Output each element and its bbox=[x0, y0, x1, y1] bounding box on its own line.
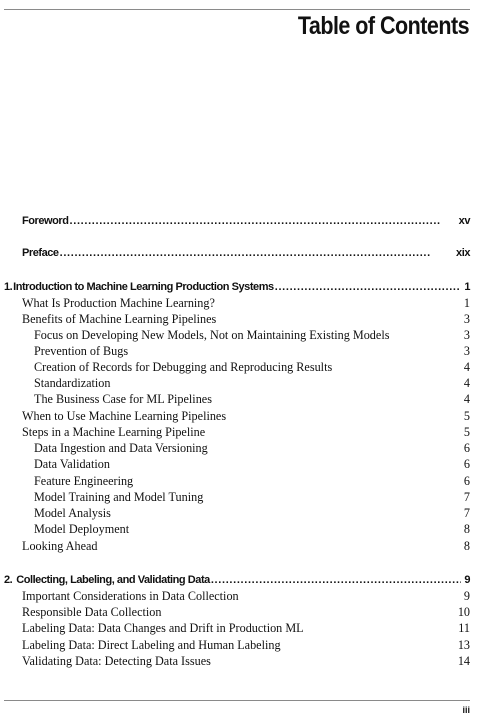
toc-entry-page: 5 bbox=[463, 409, 470, 423]
toc-entry-page: 4 bbox=[463, 376, 470, 390]
toc-entry-title: Labeling Data: Direct Labeling and Human Labeling bbox=[22, 638, 281, 652]
toc-entry-title: Responsible Data Collection bbox=[22, 605, 162, 619]
toc-entry-title: Data Ingestion and Data Versioning bbox=[34, 441, 208, 455]
toc-entry-title: Feature Engineering bbox=[34, 474, 134, 488]
toc-entry-page: 1 bbox=[463, 296, 470, 310]
toc-entry[interactable] bbox=[4, 637, 470, 653]
toc-entry-page: 8 bbox=[463, 539, 470, 553]
toc-entry[interactable] bbox=[4, 343, 470, 359]
toc-entry[interactable] bbox=[4, 538, 470, 554]
toc-entry-page: 6 bbox=[463, 457, 470, 471]
toc-entry-title: Data Validation bbox=[34, 457, 110, 471]
bottom-rule bbox=[4, 700, 470, 701]
toc-entry-title: Standardization bbox=[34, 376, 111, 390]
toc-entry-page: 9 bbox=[464, 574, 470, 586]
toc-entry-title: Prevention of Bugs bbox=[34, 344, 129, 358]
chapter-number: 1. bbox=[4, 281, 13, 293]
toc-entry-title: What Is Production Machine Learning? bbox=[22, 296, 215, 310]
toc-entry-page: xv bbox=[458, 215, 470, 227]
toc-entry[interactable] bbox=[4, 521, 470, 537]
toc-entry-page: 4 bbox=[463, 360, 470, 374]
toc-entry-title: Looking Ahead bbox=[22, 539, 98, 553]
toc-entry-page: 6 bbox=[463, 474, 470, 488]
toc-entry[interactable] bbox=[4, 213, 470, 229]
toc-entry[interactable] bbox=[4, 359, 470, 375]
toc-entry-title: Preface bbox=[22, 247, 59, 259]
toc-entry-page: 8 bbox=[463, 522, 470, 536]
toc-entry-title: Focus on Developing New Models, Not on Maintaining Existing Models bbox=[34, 328, 390, 342]
toc-entry-title: Collecting, Labeling, and Validating Data bbox=[16, 574, 210, 586]
toc-entry-title: The Business Case for ML Pipelines bbox=[34, 392, 212, 406]
toc-entry-page: 6 bbox=[463, 441, 470, 455]
toc-entry-title: Benefits of Machine Learning Pipelines bbox=[22, 312, 217, 326]
chapter-number: 2. bbox=[4, 574, 13, 586]
toc-entry-page: 4 bbox=[463, 392, 470, 406]
toc-entry-page: 1 bbox=[464, 281, 470, 293]
toc-entry-title: Model Deployment bbox=[34, 522, 130, 536]
toc-entry-page: 3 bbox=[463, 312, 470, 326]
dot-leader bbox=[211, 572, 461, 588]
toc-entry[interactable] bbox=[4, 295, 470, 311]
toc-entry-title: Labeling Data: Data Changes and Drift in Production ML bbox=[22, 621, 304, 635]
dot-leader bbox=[60, 245, 453, 261]
toc-entry[interactable] bbox=[4, 279, 470, 295]
toc-entry-title: Model Training and Model Tuning bbox=[34, 490, 204, 504]
toc-entry-page: 13 bbox=[457, 638, 470, 652]
toc-entry[interactable] bbox=[4, 572, 470, 588]
toc-entry-title: When to Use Machine Learning Pipelines bbox=[22, 409, 227, 423]
toc-entry-page: 3 bbox=[463, 328, 470, 342]
toc-entry-page: xix bbox=[456, 247, 470, 259]
toc-entry-page: 7 bbox=[463, 506, 470, 520]
dot-leader bbox=[275, 279, 462, 295]
toc-entry[interactable] bbox=[4, 391, 470, 407]
dot-leader bbox=[70, 213, 456, 229]
toc-entry[interactable] bbox=[4, 489, 470, 505]
toc-entry-title: Foreword bbox=[22, 215, 69, 227]
toc-entry[interactable] bbox=[4, 473, 470, 489]
toc-entry-page: 10 bbox=[457, 605, 470, 619]
toc-entry[interactable] bbox=[4, 424, 470, 440]
toc-entry-page: 3 bbox=[463, 344, 470, 358]
toc-entry-title: Validating Data: Detecting Data Issues bbox=[22, 654, 211, 668]
toc-entry-title: Model Analysis bbox=[34, 506, 111, 520]
toc-entry-title: Creation of Records for Debugging and Reproducing Results bbox=[34, 360, 333, 374]
toc-entry[interactable] bbox=[4, 440, 470, 456]
toc-entry-title: Important Considerations in Data Collection bbox=[22, 589, 239, 603]
toc-entry[interactable] bbox=[4, 245, 470, 261]
toc-entry[interactable] bbox=[4, 620, 470, 636]
toc-entry[interactable] bbox=[4, 408, 470, 424]
toc-entry-page: 9 bbox=[463, 589, 470, 603]
toc-entry-page: 11 bbox=[458, 621, 470, 635]
toc-entry[interactable] bbox=[4, 588, 470, 604]
toc-entry[interactable] bbox=[4, 505, 470, 521]
toc-entry[interactable] bbox=[4, 311, 470, 327]
toc-entry[interactable] bbox=[4, 604, 470, 620]
toc-entry-title: Introduction to Machine Learning Production Systems bbox=[13, 281, 274, 293]
toc-entry[interactable] bbox=[4, 327, 470, 343]
page-number: iii bbox=[462, 705, 470, 715]
toc-entry-page: 14 bbox=[457, 654, 470, 668]
toc-entry-page: 7 bbox=[463, 490, 470, 504]
toc-entry-title: Steps in a Machine Learning Pipeline bbox=[22, 425, 206, 439]
toc-entry[interactable] bbox=[4, 456, 470, 472]
toc-entry-page: 5 bbox=[463, 425, 470, 439]
toc-entry[interactable] bbox=[4, 375, 470, 391]
toc-entry[interactable] bbox=[4, 653, 470, 669]
page-title: Table of Contents bbox=[297, 12, 469, 40]
